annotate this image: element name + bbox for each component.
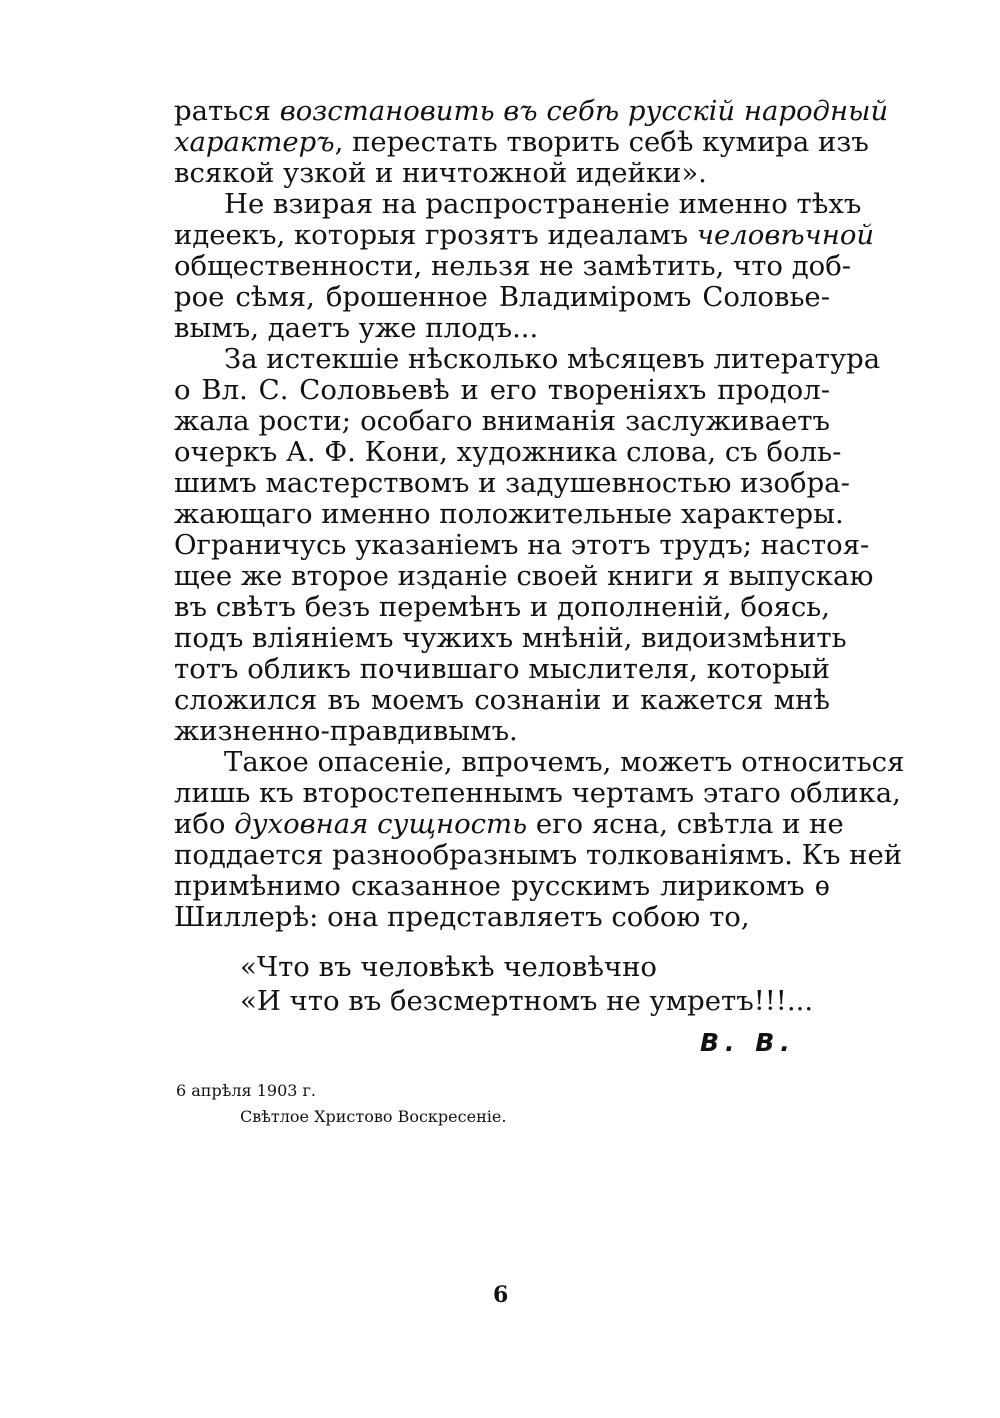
text-run: раться <box>174 95 280 127</box>
verse-line: «И что въ безсмертномъ не умретъ!!!... <box>240 985 814 1017</box>
page-number: 6 <box>493 1282 509 1308</box>
text-line <box>174 95 889 127</box>
text-line <box>174 126 869 158</box>
text-line: рое сѣмя, брошенное Владиміромъ Соловье- <box>174 281 830 313</box>
text-line: подъ вліяніемъ чужихъ мнѣній, видоизмѣнить <box>174 622 847 654</box>
text-line: сложился въ моемъ сознаніи и кажется мнѣ <box>174 684 830 716</box>
text-line <box>174 219 875 251</box>
text-line: лишь къ второстепеннымъ чертамъ этаго облика, <box>174 777 901 809</box>
text-line: въ свѣтъ безъ перемѣнъ и дополненій, боясь, <box>174 591 830 623</box>
author-signature: В. В. <box>700 1028 796 1057</box>
italic-phrase: человѣчной <box>696 219 875 251</box>
text-run: ибо <box>174 808 235 840</box>
text-line: щее же второе изданіе своей книги я выпускаю <box>174 560 874 592</box>
text-run: идеекъ, которыя грозятъ идеаламъ <box>174 219 697 251</box>
text-line: поддается разнообразнымъ толкованіямъ. Къ ней <box>174 839 903 871</box>
text-line: Такое опасеніе, впрочемъ, можетъ относиться <box>224 746 905 778</box>
italic-phrase: характеръ <box>174 126 335 158</box>
text-line: тотъ обликъ почившаго мыслителя, который <box>174 653 830 685</box>
occasion-line: Свѣтлое Христово Воскресеніе. <box>240 1107 507 1126</box>
italic-phrase: духовная сущность <box>234 808 528 840</box>
text-line: Ограничусь указаніемъ на этотъ трудъ; настоя- <box>174 529 870 561</box>
text-line: жизненно-правдивымъ. <box>174 715 518 747</box>
italic-phrase: возстановить въ себѣ русскій народный <box>279 95 889 127</box>
text-run: его ясна, свѣтла и не <box>527 808 844 840</box>
text-line: За истекшіе нѣсколько мѣсяцевъ литература <box>224 343 881 375</box>
text-line: шимъ мастерствомъ и задушевностью изобра- <box>174 467 850 499</box>
text-run: , перестать творить себѣ кумира изъ <box>334 126 869 158</box>
verse-quote <box>240 950 814 1018</box>
verse-line: «Что въ человѣкѣ человѣчно <box>240 951 657 983</box>
text-line: вымъ, даетъ уже плодъ... <box>174 312 539 344</box>
date-line: 6 апрѣля 1903 г. <box>176 1081 316 1100</box>
text-line: жающаго именно положительные характеры. <box>174 498 844 530</box>
text-line: общественности, нельзя не замѣтить, что доб- <box>174 250 852 282</box>
text-line: Не взирая на распространеніе именно тѣхъ <box>224 188 862 220</box>
text-line: жала рости; особаго вниманія заслуживаетъ <box>174 405 830 437</box>
text-line: всякой узкой и ничтожной идейки». <box>174 157 707 189</box>
text-line <box>174 808 844 840</box>
text-line: очеркъ А. Ф. Кони, художника слова, съ боль- <box>174 436 842 468</box>
text-line: примѣнимо сказанное русскимъ лирикомъ ѳ <box>174 870 830 902</box>
text-line: Шиллерѣ: она представляетъ собою то, <box>174 901 750 933</box>
text-line: о Вл. С. Соловьевѣ и его твореніяхъ продол- <box>174 374 830 406</box>
body-text <box>174 95 905 933</box>
